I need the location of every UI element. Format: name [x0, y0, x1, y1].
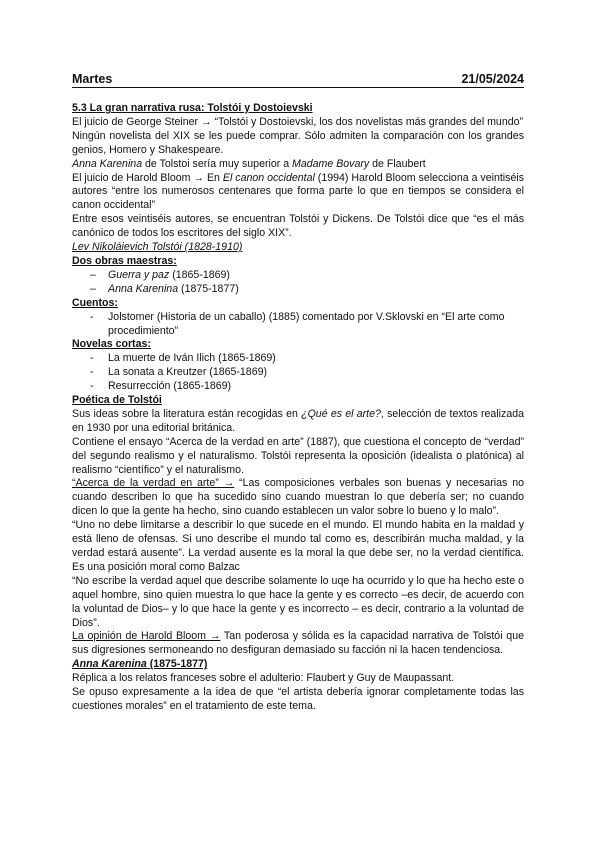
- poetica-text-c: , selección de textos realizada en 1930 por una editorial británica.: [72, 407, 524, 434]
- novelas-list: [72, 352, 524, 394]
- obra-title: Guerra y paz: [108, 268, 170, 281]
- bovary-title: Madame Bovary: [292, 157, 370, 170]
- anna-text-end: de Flaubert: [369, 157, 426, 170]
- quote-paragraph-1: [72, 477, 524, 519]
- obra-years: (1865-1869): [169, 268, 230, 281]
- quote-paragraph-3: “No escribe la verdad aquel que describe solamente lo uqe ha ocurrido y lo que ha hecho este o aquel hombre, sino quien muestra lo que hace la gente y es correcto –es decir, de acuerdo con la voluntad de Dios– y lo que hace la gente y es incorrecto – es decir, contrario a la voluntad de Dios”.: [72, 574, 524, 629]
- que-es-el-arte-title: ¿Qué es el arte?: [301, 407, 381, 420]
- poetica-heading: Poética de Tolstói: [72, 394, 162, 407]
- bloom-opinion-label: La opinión de Harold Bloom →: [72, 630, 221, 643]
- list-item: - La sonata a Kreutzer (1865-1869): [72, 366, 524, 380]
- list-item: [72, 269, 524, 283]
- section-title: 5.3 La gran narrativa rusa: Tolstói y Dostoievski: [72, 102, 313, 114]
- obra-years: (1875-1877): [178, 282, 239, 295]
- bloom-text-c: (1994) Harold Bloom selecciona a veintiséis autores “entre los numerosos centenares que forma parte lo que en tiempos se considera el canon occidental”: [72, 171, 525, 212]
- list-item: [72, 283, 524, 297]
- anna-title: Anna Karenina: [72, 157, 143, 170]
- bloom-opinion-paragraph: [72, 630, 524, 658]
- anna-heading-years: (1875-1877): [146, 658, 208, 671]
- quote-paragraph-2: “Uno no debe limitarse a describir lo que sucede en el mundo. El mundo habita en la maldad y está lleno de ofensas. Si uno describe el mundo tal como es, describirán mucha maldad, y la verdad estará ausente”. La verdad ausente es la moral la que debe ser, no la verdad científica. Es una posición moral como Balzac: [72, 519, 524, 573]
- obras-heading: Dos obras maestras:: [72, 254, 177, 267]
- bloom-text-a: El juicio de Harold Bloom → En: [72, 171, 223, 184]
- document-page: [72, 72, 524, 714]
- document-body: [72, 102, 524, 714]
- cuentos-list: [72, 311, 524, 339]
- bloom-paragraph: [72, 172, 524, 214]
- poetica-text-a: Sus ideas sobre la literatura están recogidas en: [72, 407, 302, 420]
- bloom-paragraph-2: Entre esos veintiséis autores, se encuentran Tolstói y Dickens. De Tolstói dice que “es el más canónico de todos los escritores del siglo XIX”.: [72, 213, 524, 240]
- header-date: 21/05/2024: [461, 72, 524, 86]
- poetica-paragraph-1: [72, 408, 524, 436]
- canon-title: El canon occidental: [222, 171, 315, 184]
- obras-list: [72, 269, 524, 297]
- anna-paragraph-1: Réplica a los relatos franceses sobre el adulterio: Flaubert y Guy de Maupassant.: [72, 672, 455, 685]
- poetica-paragraph-2: Contiene el ensayo “Acerca de la verdad en arte” (1887), que cuestiona el concepto de “verdad” del segundo realismo y el naturalismo. Tolstói representa la oposición (idealista o platónica) al realismo “científico” y el naturalismo.: [72, 435, 524, 476]
- page-header: [72, 72, 524, 88]
- anna-text: de Tolstoi sería muy superior a: [142, 157, 293, 170]
- anna-section-heading: [72, 658, 524, 672]
- list-item: - La muerte de Iván Ilich (1865-1869): [72, 352, 524, 366]
- header-day: Martes: [72, 72, 113, 86]
- anna-comparison: [72, 158, 524, 172]
- intro-paragraph-2: Ningún novelista del XIX se les puede comprar. Sólo admiten la comparación con los grandes genios, Homero y Shakespeare.: [72, 129, 524, 156]
- quote-source: “Acerca de la verdad en arte” →: [72, 477, 235, 490]
- anna-heading-title: Anna Karenina: [72, 658, 147, 671]
- novelas-heading: Novelas cortas:: [72, 338, 151, 351]
- bloom-opinion-text: Tan poderosa y sólida es la capacidad narrativa de Tolstói que sus digresiones sermoneando no desfiguran demasiado su facción ni la hacen tendenciosa.: [72, 630, 524, 657]
- list-item: - Jolstomer (Historia de un caballo) (1885) comentado por V.Sklovski en “El arte como procedimiento”: [72, 311, 524, 339]
- quote-text: “Las composiciones verbales son buenas y necesarias no cuando describen lo que ha sucedido sino cuando muestran lo que debería ser; no cuando dicen lo que la gente ha hecho, sino cuando establecen un valor sobre lo bueno y lo malo”.: [72, 477, 524, 518]
- cuentos-heading: Cuentos:: [72, 296, 118, 309]
- intro-paragraph-1: El juicio de George Steiner → “Tolstói y Dostoievski, los dos novelistas más grandes del mundo”: [72, 115, 524, 128]
- anna-paragraph-2: Se opuso expresamente a la idea de que “el artista debería ignorar completamente todas las cuestiones morales” en el tratamiento de este tema.: [72, 686, 524, 712]
- obra-title: Anna Karenina: [108, 282, 179, 295]
- lev-heading: Lev Nikoláievich Tolstói (1828-1910): [72, 241, 243, 254]
- list-item: - Resurrección (1865-1869): [72, 380, 524, 394]
